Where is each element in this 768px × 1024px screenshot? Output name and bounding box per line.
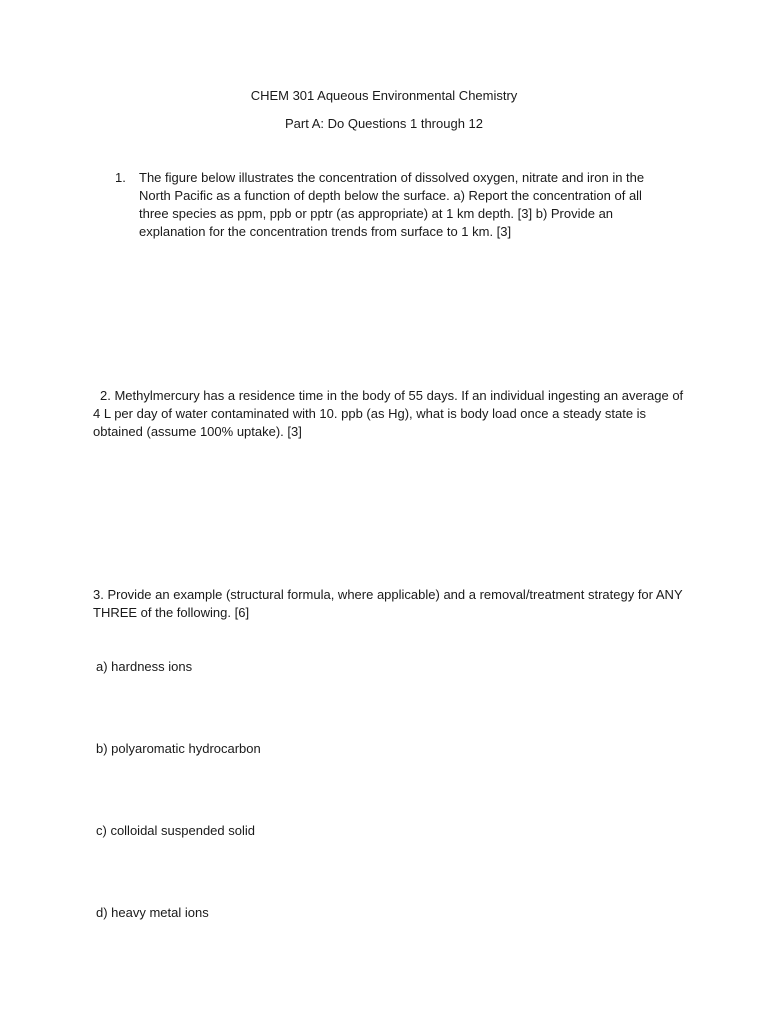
question-1-text: The figure below illustrates the concentration of dissolved oxygen, nitrate and iron in the North Pacific as a function of depth below the surface. a) Report the concentration of all three species as ppm, ppb or pptr (as appropriate) at 1 km depth. [3] b) Provide an explanation for the concentration trends from surface to 1 km. [3] — [139, 170, 645, 239]
course-title: CHEM 301 Aqueous Environmental Chemistry — [250, 88, 518, 103]
question-2-text: 2. Methylmercury has a residence time in the body of 55 days. If an individual ingesting an average of 4 L per day of water contaminated with 10. ppb (as Hg), what is body load once a steady state is obtained (assume 100% uptake). [3] — [93, 388, 684, 439]
option-b: b) polyaromatic hydrocarbon — [96, 741, 261, 756]
part-instructions: Part A: Do Questions 1 through 12 — [284, 116, 483, 131]
question-3-text: 3. Provide an example (structural formula, where applicable) and a removal/treatment strategy for ANY THREE of the following. [6] — [93, 587, 683, 620]
option-c: c) colloidal suspended solid — [96, 823, 255, 838]
option-d: d) heavy metal ions — [96, 905, 209, 920]
question-1-number: 1. — [115, 170, 126, 185]
option-a: a) hardness ions — [96, 659, 193, 674]
